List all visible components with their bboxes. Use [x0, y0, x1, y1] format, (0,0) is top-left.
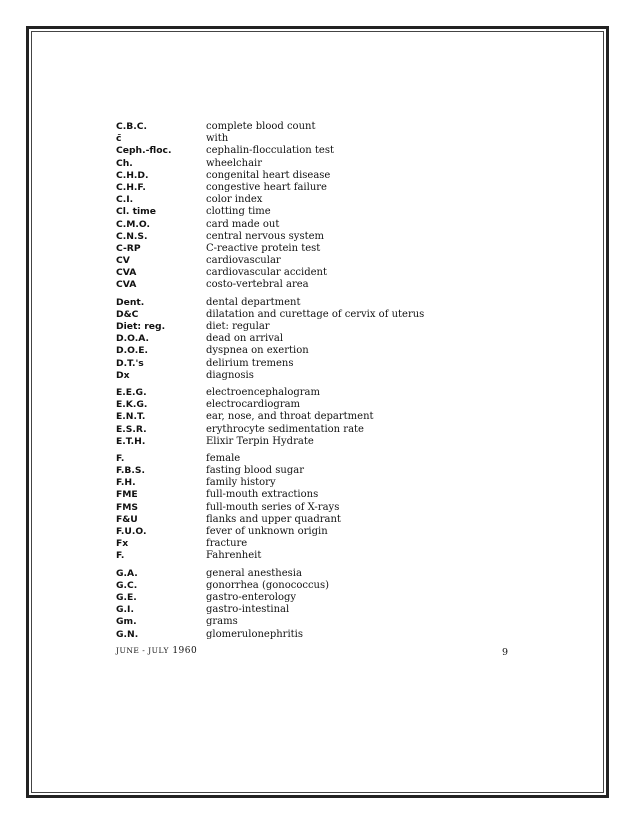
abbreviation-row — [116, 121, 536, 133]
abbreviation-definition: central nervous system — [206, 230, 324, 242]
abbreviation-definition: flanks and upper quadrant — [206, 513, 341, 525]
abbreviation-row — [116, 477, 536, 489]
abbreviation-definition: ear, nose, and throat department — [206, 411, 374, 423]
abbreviation-row — [116, 145, 536, 157]
abbreviation-definition: clotting time — [206, 206, 271, 218]
abbreviation-definition: fracture — [206, 538, 248, 550]
abbreviation-term: G.N. — [116, 628, 139, 640]
abbreviation-row — [116, 424, 536, 436]
abbreviation-definition: gastro-intestinal — [206, 604, 290, 616]
abbreviation-definition: with — [206, 133, 229, 145]
abbreviation-row — [116, 526, 536, 538]
abbreviation-definition: family history — [206, 477, 276, 489]
abbreviation-row — [116, 219, 536, 231]
abbreviation-term: G.C. — [116, 579, 138, 591]
abbreviation-definition: wheelchair — [206, 157, 263, 169]
abbreviation-group — [116, 387, 536, 448]
abbreviation-term: G.A. — [116, 567, 138, 579]
abbreviation-term: CVA — [116, 279, 137, 291]
abbreviation-definition: grams — [206, 616, 238, 628]
abbreviation-term: Ceph.-floc. — [116, 145, 172, 157]
abbreviation-term: C.N.S. — [116, 230, 148, 242]
abbreviation-row — [116, 580, 536, 592]
abbreviation-definition: full-mouth series of X-rays — [206, 501, 340, 513]
abbreviation-definition: general anesthesia — [206, 567, 302, 579]
abbreviation-row — [116, 592, 536, 604]
abbreviation-term: FMS — [116, 501, 139, 513]
abbreviation-row — [116, 170, 536, 182]
abbreviation-definition: delirium tremens — [206, 357, 294, 369]
abbreviation-definition: full-mouth extractions — [206, 489, 319, 501]
abbreviation-definition: Elixir Terpin Hydrate — [206, 435, 314, 447]
abbreviation-row — [116, 231, 536, 243]
abbreviation-row — [116, 358, 536, 370]
abbreviation-row — [116, 465, 536, 477]
abbreviation-definition: dental department — [206, 296, 301, 308]
abbreviation-term: D.O.A. — [116, 333, 149, 345]
abbreviation-term: CVA — [116, 267, 137, 279]
abbreviation-term: Fx — [116, 538, 129, 550]
abbreviation-term: E.S.R. — [116, 423, 147, 435]
abbreviation-term: G.I. — [116, 604, 134, 616]
abbreviation-definition: costo-vertebral area — [206, 279, 309, 291]
abbreviation-definition: color index — [206, 194, 263, 206]
abbreviation-group — [116, 453, 536, 563]
abbreviation-definition: electrocardiogram — [206, 399, 301, 411]
abbreviation-row — [116, 411, 536, 423]
abbreviation-row — [116, 158, 536, 170]
abbreviation-term: F. — [116, 550, 125, 562]
abbreviation-term: C.H.F. — [116, 181, 146, 193]
abbreviation-term: Diet: reg. — [116, 321, 166, 332]
abbreviation-term: C.B.C. — [116, 121, 147, 132]
abbreviation-term: F. — [116, 452, 125, 464]
abbreviation-term: FME — [116, 489, 138, 501]
abbreviation-row — [116, 502, 536, 514]
abbreviation-definition: fasting blood sugar — [206, 465, 304, 477]
abbreviation-term: Dent. — [116, 296, 145, 308]
abbreviation-row — [116, 453, 536, 465]
abbreviation-term: E.T.H. — [116, 435, 146, 447]
abbreviation-term: D.T.'s — [116, 357, 144, 369]
abbreviation-term: Dx — [116, 369, 130, 381]
abbreviation-definition: gastro-enterology — [206, 591, 297, 603]
abbreviation-row — [116, 279, 536, 291]
abbreviation-term: E.N.T. — [116, 411, 146, 423]
abbreviation-term: F&U — [116, 513, 138, 525]
abbreviation-term: F.H. — [116, 477, 136, 489]
footer-year: 1960 — [172, 646, 198, 656]
abbreviation-row — [116, 243, 536, 255]
abbreviation-term: Cl. time — [116, 206, 156, 218]
abbreviation-row — [116, 616, 536, 628]
abbreviation-definition: Fahrenheit — [206, 550, 262, 562]
abbreviation-term: D&C — [116, 308, 139, 320]
abbreviation-term: F.B.S. — [116, 465, 146, 477]
abbreviation-definition: complete blood count — [206, 121, 316, 132]
page-number: 9 — [502, 647, 509, 658]
abbreviation-definition: fever of unknown origin — [206, 526, 328, 537]
abbreviation-term: G.E. — [116, 591, 137, 603]
abbreviation-row — [116, 194, 536, 206]
abbreviation-term: D.O.E. — [116, 345, 148, 357]
abbreviation-row — [116, 550, 536, 562]
abbreviation-row — [116, 399, 536, 411]
abbreviation-definition: female — [206, 452, 241, 464]
abbreviation-term: E.K.G. — [116, 399, 148, 411]
abbreviation-term: CV — [116, 255, 130, 267]
abbreviation-term: C.I. — [116, 194, 134, 206]
abbreviation-row — [116, 489, 536, 501]
abbreviation-row — [116, 568, 536, 580]
abbreviation-term: C.H.D. — [116, 169, 149, 181]
abbreviation-term: c̄ — [116, 133, 122, 145]
abbreviation-row — [116, 436, 536, 448]
abbreviation-row — [116, 309, 536, 321]
abbreviation-row — [116, 629, 536, 641]
abbreviation-definition: cardiovascular accident — [206, 267, 328, 279]
footer-issue: JUNE - JULY — [116, 646, 169, 655]
abbreviation-group — [116, 297, 536, 382]
abbreviation-definition: dyspnea on exertion — [206, 345, 309, 357]
abbreviation-term: Ch. — [116, 157, 133, 169]
abbreviation-definition: C-reactive protein test — [206, 242, 321, 254]
abbreviation-row — [116, 370, 536, 382]
abbreviation-term: C.M.O. — [116, 218, 150, 230]
abbreviation-definition: diagnosis — [206, 369, 254, 381]
footer-issue-date — [116, 646, 197, 656]
abbreviation-row — [116, 604, 536, 616]
abbreviation-row — [116, 182, 536, 194]
abbreviation-row — [116, 345, 536, 357]
abbreviation-row — [116, 133, 536, 145]
abbreviation-term: C-RP — [116, 242, 141, 254]
abbreviation-definition: gonorrhea (gonococcus) — [206, 579, 330, 591]
abbreviation-row — [116, 206, 536, 218]
abbreviation-definition: dilatation and curettage of cervix of uterus — [206, 308, 425, 320]
abbreviation-term: E.E.G. — [116, 386, 147, 398]
abbreviation-row — [116, 514, 536, 526]
abbreviation-definition: congenital heart disease — [206, 169, 331, 181]
abbreviation-row — [116, 267, 536, 279]
abbreviation-definition: diet: regular — [206, 321, 270, 332]
abbreviation-term: F.U.O. — [116, 526, 147, 537]
abbreviation-definition: glomerulonephritis — [206, 628, 303, 640]
abbreviation-definition: cardiovascular — [206, 255, 281, 267]
abbreviation-row — [116, 387, 536, 399]
abbreviation-row — [116, 538, 536, 550]
abbreviation-definition: electroencephalogram — [206, 386, 320, 398]
abbreviation-row — [116, 333, 536, 345]
abbreviation-row — [116, 321, 536, 333]
abbreviation-definition: cephalin-flocculation test — [206, 145, 334, 157]
abbreviation-definition: erythrocyte sedimentation rate — [206, 423, 364, 435]
abbreviation-row — [116, 255, 536, 267]
abbreviation-definition: dead on arrival — [206, 333, 284, 345]
abbreviation-group — [116, 121, 536, 292]
abbreviation-group — [116, 568, 536, 641]
abbreviation-row — [116, 297, 536, 309]
abbreviation-definition: congestive heart failure — [206, 181, 327, 193]
abbreviation-definition: card made out — [206, 218, 280, 230]
abbreviation-list — [116, 121, 536, 646]
abbreviation-term: Gm. — [116, 616, 137, 628]
